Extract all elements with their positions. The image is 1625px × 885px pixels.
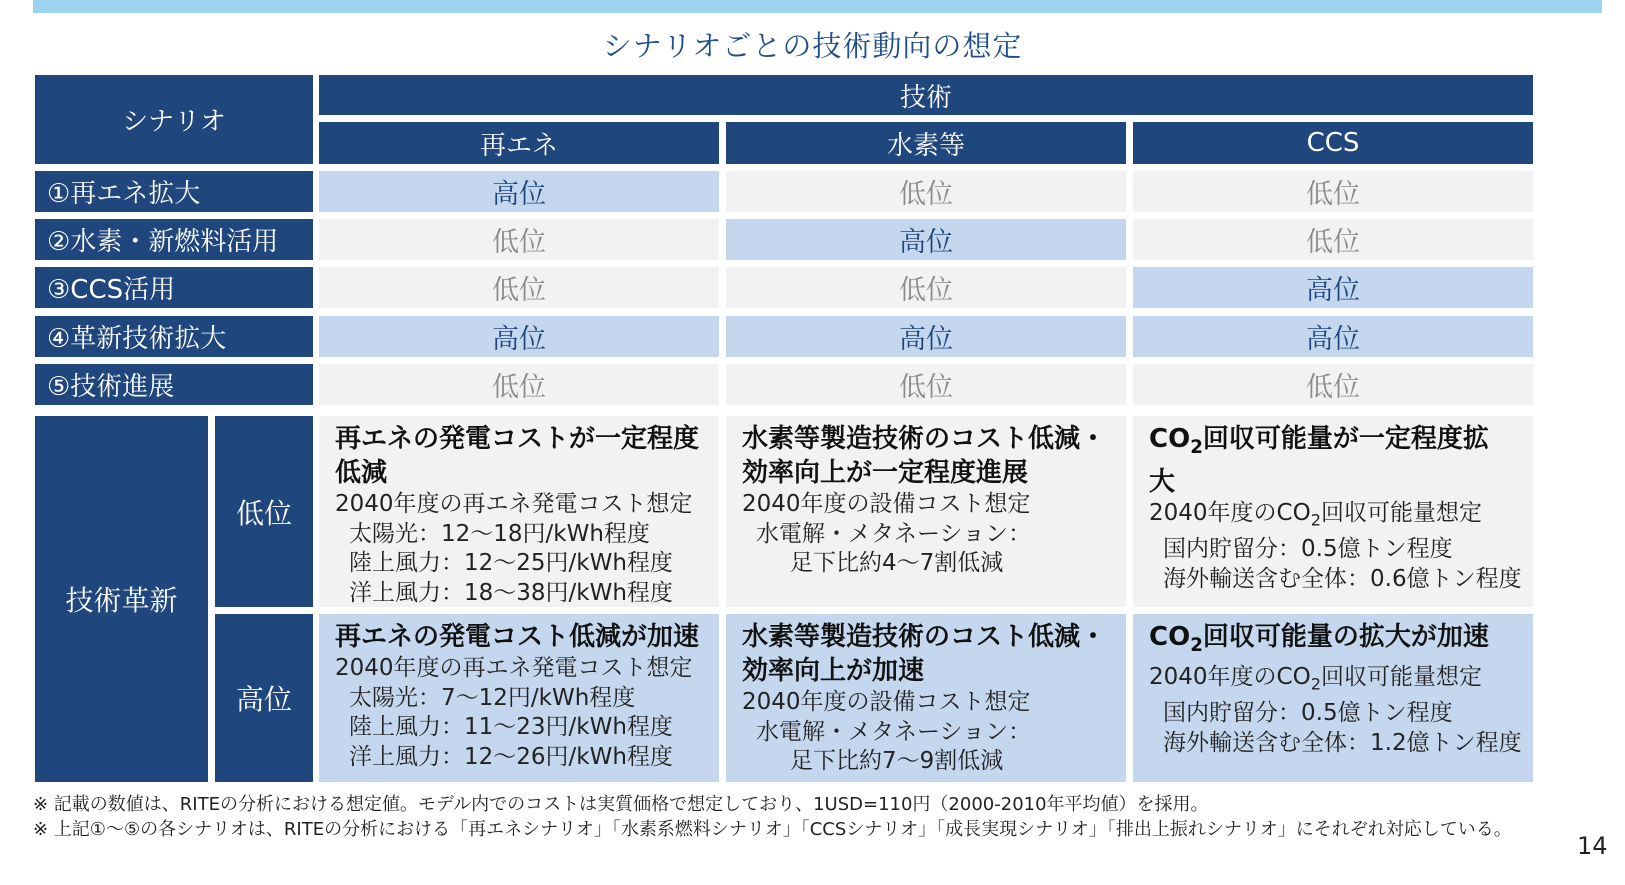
row1-ccs-value: 低位: [1133, 171, 1533, 212]
low-ccs-line-1: [1149, 499, 1517, 535]
row3-renewables-value: 低位: [319, 267, 719, 308]
high-hydrogen-line-2: 水電解・メタネーション：: [756, 718, 1032, 745]
row2-ccs-value: 低位: [1133, 219, 1533, 260]
high-hydrogen-heading-2: 効率向上が加速: [742, 656, 925, 686]
row3-hydrogen-value: 低位: [726, 267, 1126, 308]
low-renewables-line-2: 太陽光：12～18円/kWh程度: [349, 520, 650, 547]
low-ccs-desc: [1133, 416, 1533, 607]
footnote-1: ※ 記載の数値は、RITEの分析における想定値。モデル内でのコストは実質価格で想定しており、1USD=110円（2000-2010年平均値）を採用。: [33, 794, 1209, 815]
row-label-4: ④革新技術拡大: [35, 316, 313, 357]
row-label-3: ③CCS活用: [35, 267, 313, 308]
low-renewables-heading-2: 低減: [335, 458, 388, 488]
row5-ccs-value: 低位: [1133, 364, 1533, 405]
low-ccs-heading-2: 大: [1149, 467, 1176, 498]
low-renewables-line-1: 2040年度の再エネ発電コスト想定: [335, 491, 693, 517]
high-renewables-desc: [319, 614, 719, 782]
top-accent-bar: [33, 0, 1602, 13]
low-ccs-line-2: 国内貯留分：0.5億トン程度: [1163, 536, 1453, 563]
page-number: 14: [1577, 832, 1608, 860]
low-renewables-line-4: 洋上風力：18～38円/kWh程度: [349, 579, 673, 606]
high-renewables-line-1: 2040年度の再エネ発電コスト想定: [335, 655, 693, 681]
header-scenario: シナリオ: [35, 75, 313, 164]
high-hydrogen-line-1: 2040年度の設備コスト想定: [742, 689, 1031, 715]
low-ccs-line-3: 海外輸送含む全体：0.6億トン程度: [1163, 565, 1522, 592]
low-hydrogen-line-3: 足下比約4～7割低減: [790, 550, 1004, 576]
co2-subscript: 2: [1310, 510, 1321, 530]
header-col-ccs: CCS: [1133, 122, 1533, 164]
co2-subscript: 2: [1190, 635, 1203, 657]
high-ccs-heading-rest: 回収可能量の拡大が加速: [1202, 622, 1489, 652]
low-ccs-heading-rest: 回収可能量が一定程度拡: [1202, 424, 1489, 454]
header-col-renewables: 再エネ: [319, 122, 719, 164]
low-renewables-heading-1: 再エネの発電コストが一定程度: [335, 424, 700, 454]
co2-text: CO: [1149, 424, 1191, 454]
high-hydrogen-line-3: 足下比約7～9割低減: [790, 748, 1004, 774]
co2-subscript: 2: [1310, 674, 1321, 694]
co2-text: 2040年度のCO: [1149, 664, 1311, 691]
row-label-5: ⑤技術進展: [35, 364, 313, 405]
innovation-low-label: 低位: [215, 416, 313, 607]
high-hydrogen-heading-1: 水素等製造技術のコスト低減・: [742, 622, 1107, 652]
row-label-2: ②水素・新燃料活用: [35, 219, 313, 260]
footnotes: [33, 792, 1512, 842]
low-hydrogen-heading-1: 水素等製造技術のコスト低減・: [742, 424, 1107, 454]
page-title: シナリオごとの技術動向の想定: [602, 29, 1023, 63]
low-renewables-line-3: 陸上風力：12～25円/kWh程度: [349, 550, 673, 576]
high-ccs-line-2: 国内貯留分：0.5億トン程度: [1163, 700, 1453, 727]
high-ccs-line-1-rest: 回収可能量想定: [1320, 664, 1482, 691]
low-hydrogen-line-2: 水電解・メタネーション：: [756, 520, 1032, 547]
co2-text: 2040年度のCO: [1149, 500, 1311, 527]
row4-hydrogen-value: 高位: [726, 316, 1126, 357]
low-hydrogen-heading-2: 効率向上が一定程度進展: [742, 458, 1029, 488]
high-ccs-line-3: 海外輸送含む全体：1.2億トン程度: [1163, 729, 1522, 756]
row-label-1: ①再エネ拡大: [35, 171, 313, 212]
high-renewables-line-4: 洋上風力：12～26円/kWh程度: [349, 743, 673, 770]
row1-renewables-value: 高位: [319, 171, 719, 212]
innovation-label: 技術革新: [35, 416, 208, 782]
low-hydrogen-line-1: 2040年度の設備コスト想定: [742, 491, 1031, 517]
low-ccs-line-1-rest: 回収可能量想定: [1320, 500, 1482, 527]
innovation-high-label: 高位: [215, 614, 313, 782]
header-col-hydrogen: 水素等: [726, 122, 1126, 164]
high-renewables-line-3: 陸上風力：11～23円/kWh程度: [349, 714, 673, 740]
high-ccs-line-1: [1149, 663, 1517, 699]
footnote-2: ※ 上記①～⑤の各シナリオは、RITEの分析における「再エネシナリオ」「水素系燃料シナリオ」「CCSシナリオ」「成長実現シナリオ」「排出上振れシナリオ」にそれぞれ対応している。: [33, 819, 1512, 840]
row2-renewables-value: 低位: [319, 219, 719, 260]
high-ccs-heading-1: [1149, 620, 1517, 663]
low-ccs-heading-1: [1149, 422, 1517, 465]
high-renewables-heading-1: 再エネの発電コスト低減が加速: [335, 622, 700, 652]
co2-text: CO: [1149, 622, 1191, 652]
row5-renewables-value: 低位: [319, 364, 719, 405]
row4-ccs-value: 高位: [1133, 316, 1533, 357]
co2-subscript: 2: [1190, 437, 1203, 459]
low-hydrogen-desc: [726, 416, 1126, 607]
header-technology: 技術: [319, 75, 1533, 115]
high-renewables-line-2: 太陽光：7～12円/kWh程度: [349, 684, 636, 711]
row1-hydrogen-value: 低位: [726, 171, 1126, 212]
low-renewables-desc: [319, 416, 719, 607]
row3-ccs-value: 高位: [1133, 267, 1533, 308]
high-hydrogen-desc: [726, 614, 1126, 782]
high-ccs-desc: [1133, 614, 1533, 782]
row2-hydrogen-value: 高位: [726, 219, 1126, 260]
row5-hydrogen-value: 低位: [726, 364, 1126, 405]
row4-renewables-value: 高位: [319, 316, 719, 357]
